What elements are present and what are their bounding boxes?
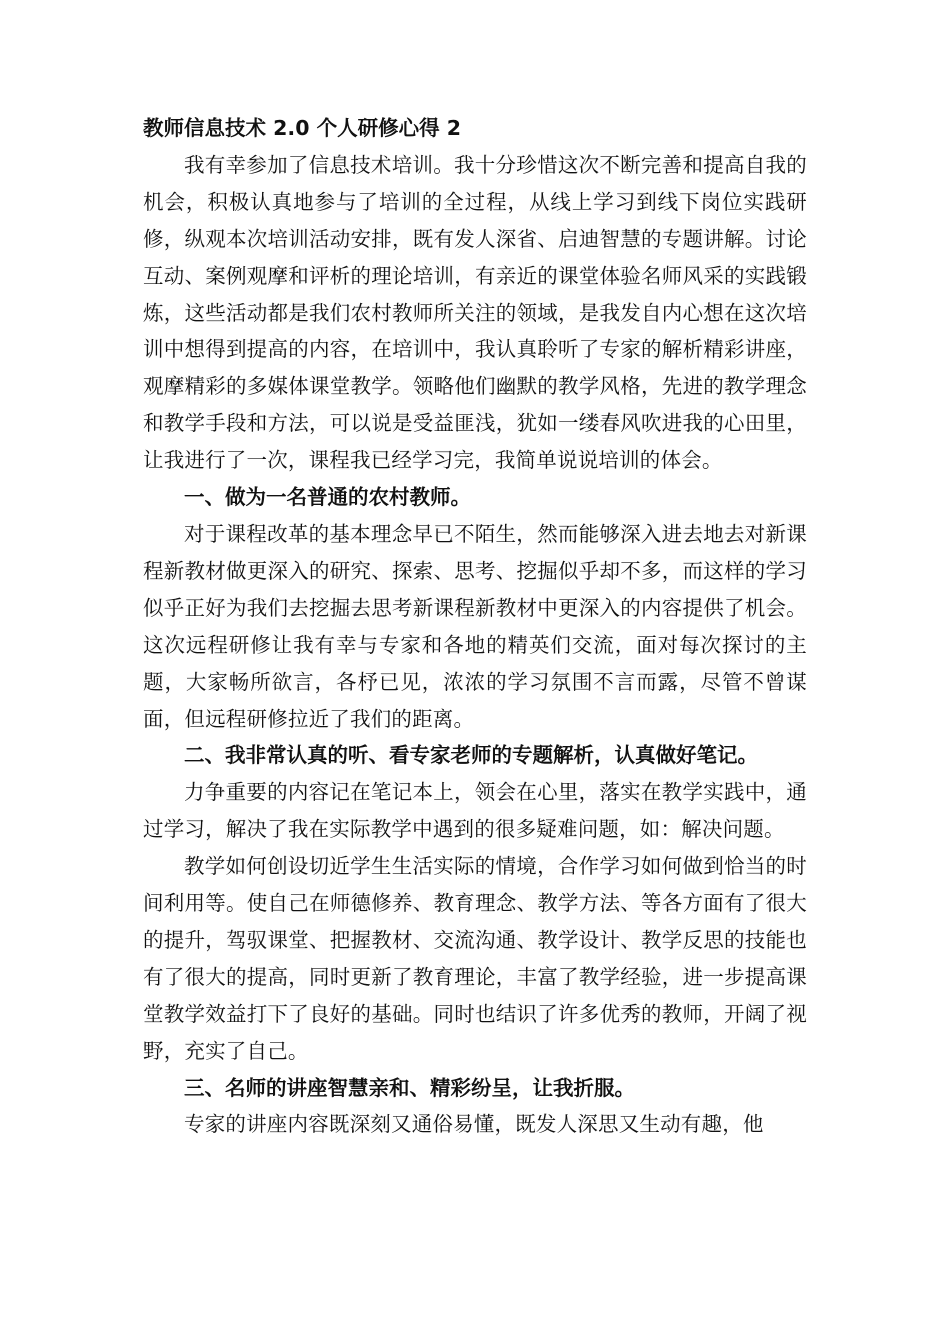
paragraph-section-2a: 力争重要的内容记在笔记本上，领会在心里，落实在教学实践中，通过学习，解决了我在实际教学中遇到的很多疑难问题，如：解决问题。	[143, 780, 807, 842]
paragraph-intro: 我有幸参加了信息技术培训。我十分珍惜这次不断完善和提高自我的机会，积极认真地参与了培训的全过程，从线上学习到线下岗位实践研修，纵观本次培训活动安排，既有发人深省、启迪智慧的专题讲解。讨论互动、案例观摩和评析的理论培训，有亲近的课堂体验名师风采的实践锻炼，这些活动都是我们农村教师所关注的领域，是我发自内心想在这次培训中想得到提高的内容，在培训中，我认真聆听了专家的解析精彩讲座，观摩精彩的多媒体课堂教学。领略他们幽默的教学风格，先进的教学理念和教学手段和方法，可以说是受益匪浅，犹如一缕春风吹进我的心田里，让我进行了一次，课程我已经学习完，我简单说说培训的体会。	[143, 152, 807, 473]
paragraph-section-1: 对于课程改革的基本理念早已不陌生，然而能够深入进去地去对新课程新教材做更深入的研究、探索、思考、挖掘似乎却不多，而这样的学习似乎正好为我们去挖掘去思考新课程新教材中更深入的内容提供了机会。这次远程研修让我有幸与专家和各地的精英们交流，面对每次探讨的主题，大家畅所欲言，各杼已见，浓浓的学习氛围不言而露，尽管不曾谋面，但远程研修拉近了我们的距离。	[143, 521, 807, 731]
section-heading-2: 二、我非常认真的听、看专家老师的专题解析，认真做好笔记。	[184, 743, 758, 768]
document-title: 教师信息技术 2.0 个人研修心得 2	[143, 116, 461, 140]
section-heading-1: 一、做为一名普通的农村教师。	[184, 485, 471, 510]
paragraph-section-2b: 教学如何创设切近学生生活实际的情境，合作学习如何做到恰当的时间利用等。使自己在师德修养、教育理念、教学方法、等各方面有了很大的提升，驾驭课堂、把握教材、交流沟通、教学设计、教学反思的技能也有了很大的提高，同时更新了教育理论，丰富了教学经验，进一步提高课堂教学效益打下了良好的基础。同时也结识了许多优秀的教师，开阔了视野，充实了自己。	[143, 854, 807, 1063]
section-heading-3: 三、名师的讲座智慧亲和、精彩纷呈，让我折服。	[184, 1075, 635, 1100]
paragraph-section-3: 专家的讲座内容既深刻又通俗易懂，既发人深思又生动有趣，他	[184, 1112, 764, 1137]
document-body	[143, 110, 807, 1143]
